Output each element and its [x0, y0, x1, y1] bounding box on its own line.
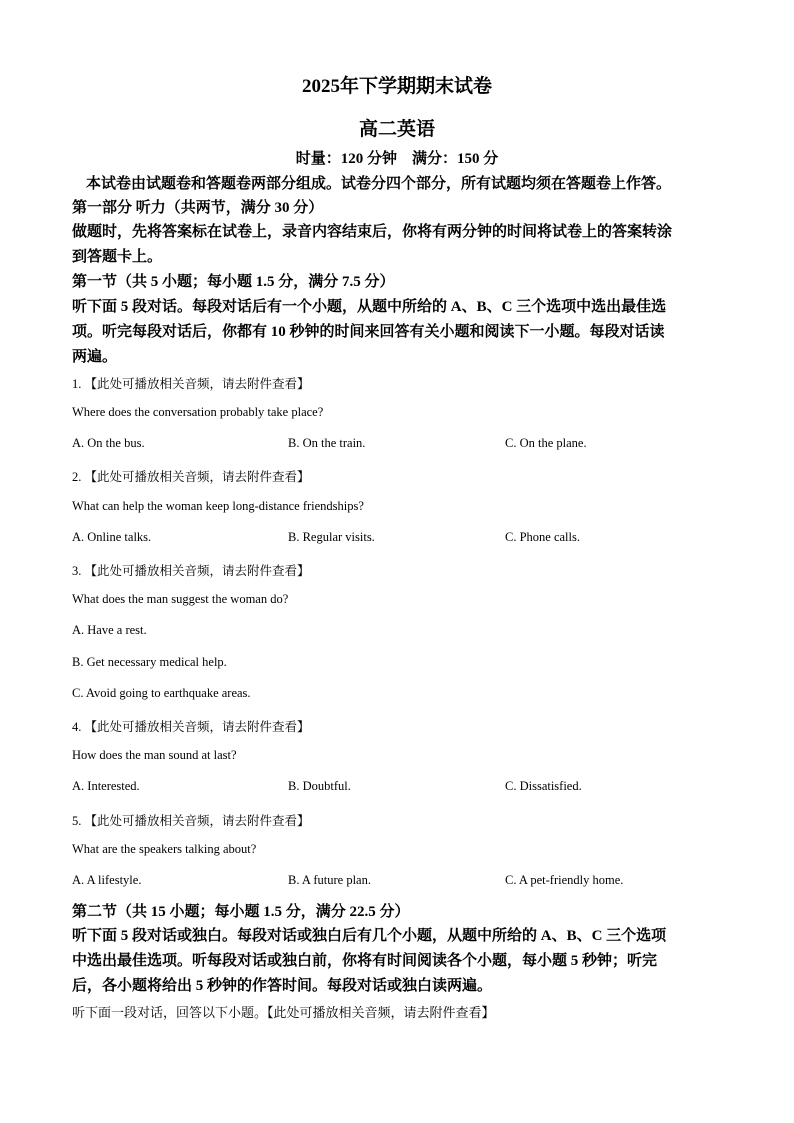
option-a: A. On the bus. — [72, 436, 145, 450]
audio-link[interactable]: 4. 【此处可播放相关音频，请去附件查看】 — [72, 720, 310, 734]
section1-instruction-line: 听下面 5 段对话。每段对话后有一个小题，从题中所给的 A、B、C 三个选项中选出最佳选 — [72, 299, 667, 315]
option-b: B. Doubtful. — [288, 779, 351, 793]
audio-link[interactable]: 1. 【此处可播放相关音频，请去附件查看】 — [72, 377, 310, 391]
section1-instruction-line: 项。听完每段对话后，你都有 10 秒钟的时间来回答有关小题和阅读下一小题。每段对话读 — [72, 324, 665, 340]
question-stem: What can help the woman keep long-distance friendships? — [72, 499, 364, 513]
exam-intro: 本试卷由试题卷和答题卷两部分组成。试卷分四个部分，所有试题均须在答题卷上作答。 — [86, 176, 672, 192]
section2-instruction-line: 中选出最佳选项。听每段对话或独白前，你将有时间阅读各个小题，每小题 5 秒钟；听完 — [72, 953, 658, 969]
part1-instruction-line: 到答题卡上。 — [72, 249, 163, 265]
option-a: A. Online talks. — [72, 530, 152, 544]
audio-link[interactable]: 3. 【此处可播放相关音频，请去附件查看】 — [72, 564, 310, 578]
part1-heading: 第一部分 听力（共两节，满分 30 分） — [72, 200, 324, 216]
part1-instruction-line: 做题时，先将答案标在试卷上，录音内容结束后，你将有两分钟的时间将试卷上的答案转涂 — [72, 224, 673, 240]
section1-instruction-line: 两遍。 — [72, 349, 118, 365]
time-score: 时量：120 分钟 满分：150 分 — [295, 151, 499, 167]
audio-link[interactable]: 2. 【此处可播放相关音频，请去附件查看】 — [72, 470, 310, 484]
option-c: C. Phone calls. — [505, 530, 580, 544]
question-stem: How does the man sound at last? — [72, 748, 237, 762]
option-c: C. Avoid going to earthquake areas. — [72, 686, 251, 700]
option-a: A. Interested. — [72, 779, 140, 793]
option-b: B. On the train. — [288, 436, 366, 450]
question-stem: Where does the conversation probably take place? — [72, 405, 324, 419]
option-c: C. Dissatisfied. — [505, 779, 582, 793]
section2-instruction-line: 后，各小题将给出 5 秒钟的作答时间。每段对话或独白读两遍。 — [72, 978, 493, 994]
subject-title: 高二英语 — [358, 119, 435, 140]
option-b: B. Regular visits. — [288, 530, 375, 544]
section1-heading: 第一节（共 5 小题；每小题 1.5 分，满分 7.5 分） — [72, 274, 395, 290]
exam-title: 2025年下学期期末试卷 — [301, 76, 492, 97]
question-stem: What does the man suggest the woman do? — [72, 592, 289, 606]
option-c: C. A pet-friendly home. — [505, 873, 624, 887]
option-a: A. Have a rest. — [72, 623, 147, 637]
section2-heading: 第二节（共 15 小题；每小题 1.5 分，满分 22.5 分） — [72, 904, 410, 920]
question-stem: What are the speakers talking about? — [72, 842, 257, 856]
option-b: B. A future plan. — [288, 873, 371, 887]
audio-link[interactable]: 5. 【此处可播放相关音频，请去附件查看】 — [72, 814, 310, 828]
audio-link[interactable]: 听下面一段对话，回答以下小题。【此处可播放相关音频，请去附件查看】 — [72, 1005, 495, 1020]
option-b: B. Get necessary medical help. — [72, 655, 227, 669]
section2-instruction-line: 听下面 5 段对话或独白。每段对话或独白后有几个小题，从题中所给的 A、B、C 三个选项 — [72, 928, 667, 944]
option-c: C. On the plane. — [505, 436, 587, 450]
option-a: A. A lifestyle. — [72, 873, 142, 887]
